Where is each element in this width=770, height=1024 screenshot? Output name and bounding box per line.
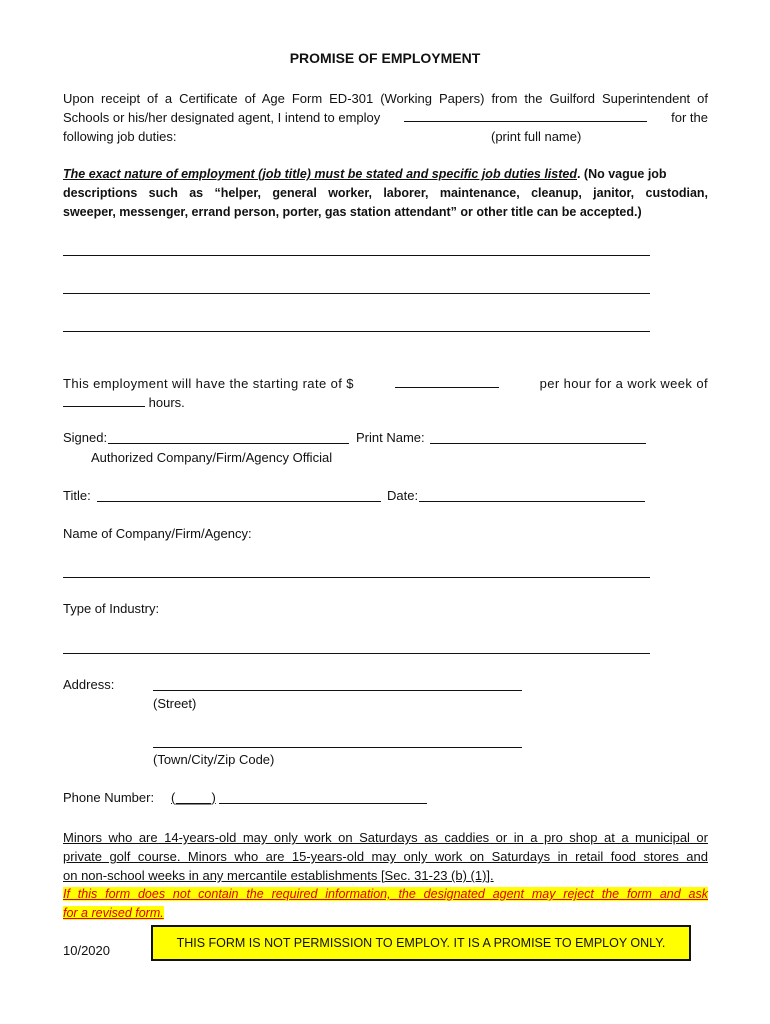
phone-label: Phone Number:: [63, 790, 155, 805]
instructions-emphasis: The exact nature of employment (job title) must be stated and specific job duties listed: [63, 167, 577, 181]
print-full-name-hint: (print full name): [491, 129, 582, 144]
phone-area-code-field[interactable]: (_____): [171, 790, 216, 805]
print-name-field[interactable]: [430, 443, 646, 444]
industry-label: Type of Industry:: [63, 601, 160, 616]
company-label: Name of Company/Firm/Agency:: [63, 526, 252, 541]
intro-line-3: [63, 127, 708, 146]
instructions: [63, 165, 708, 222]
minors-line-3: on non-school weeks in any mercantile establishments [Sec. 31-23 (b) (1)].: [63, 868, 494, 883]
hourly-rate-field[interactable]: [395, 375, 499, 388]
street-field[interactable]: [153, 690, 522, 691]
form-title: PROMISE OF EMPLOYMENT: [289, 50, 481, 66]
intro-line-2-text: Schools or his/her designated agent, I intend to employ: [63, 110, 381, 125]
title-field[interactable]: [97, 501, 381, 502]
minors-notice: [63, 828, 708, 885]
weekly-hours-field[interactable]: [63, 394, 145, 407]
instructions-rest: . (No vague job: [576, 167, 667, 181]
intro-line-3-text: following job duties:: [63, 129, 177, 144]
intro-line-1: Upon receipt of a Certificate of Age Form ED-301 (Working Papers) from the Guilford Superintendent of: [63, 91, 708, 106]
signed-label: Signed:: [63, 430, 108, 445]
rate-text-a: This employment will have the starting rate of $: [63, 376, 354, 391]
rate-line-1: [63, 374, 708, 393]
job-duty-line-2[interactable]: [63, 293, 650, 294]
rate-text-c: hours.: [148, 395, 185, 410]
rate-line-2: [63, 393, 708, 412]
signature-field[interactable]: [108, 443, 349, 444]
print-name-label: Print Name:: [356, 430, 425, 445]
permission-notice-box: [151, 925, 691, 961]
phone-number-field[interactable]: [219, 803, 427, 804]
industry-field[interactable]: [63, 653, 650, 654]
warning-line-2: for a revised form.: [63, 906, 164, 920]
address-label: Address:: [63, 677, 115, 692]
instructions-line-1: [63, 165, 708, 184]
instructions-line-3: sweeper, messenger, errand person, porter, gas station attendant” or other title can be accepted.): [63, 205, 642, 219]
title-label: Title:: [63, 488, 91, 503]
warning-notice: [63, 885, 708, 923]
date-field[interactable]: [419, 501, 645, 502]
authorized-official-label: Authorized Company/Firm/Agency Official: [91, 450, 333, 465]
warning-line-1: If this form does not contain the required information, the designated agent may reject the form and ask: [63, 887, 708, 901]
minors-line-1: Minors who are 14-years-old may only work on Saturdays as caddies or in a pro shop at a municipal or: [63, 830, 708, 845]
instructions-line-2: descriptions such as “helper, general worker, laborer, maintenance, cleanup, janitor, custodian,: [63, 186, 708, 200]
intro-line-2: [63, 108, 708, 127]
job-duty-line-1[interactable]: [63, 255, 650, 256]
date-label: Date:: [387, 488, 419, 503]
minors-line-2: private golf course. Minors who are 15-years-old may only work on Saturdays in retail food stores and: [63, 849, 708, 864]
intro-line-2-tail: for the: [671, 110, 708, 125]
permission-notice-text: THIS FORM IS NOT PERMISSION TO EMPLOY. IT IS A PROMISE TO EMPLOY ONLY.: [176, 936, 666, 950]
town-city-zip-hint: (Town/City/Zip Code): [153, 752, 275, 767]
form-revision-date: 10/2020: [63, 943, 110, 958]
job-duty-line-3[interactable]: [63, 331, 650, 332]
town-city-zip-field[interactable]: [153, 747, 522, 748]
rate-text-b: per hour for a work week of: [539, 376, 708, 391]
employee-name-field[interactable]: [404, 109, 647, 122]
company-field[interactable]: [63, 577, 650, 578]
street-hint: (Street): [153, 696, 197, 711]
